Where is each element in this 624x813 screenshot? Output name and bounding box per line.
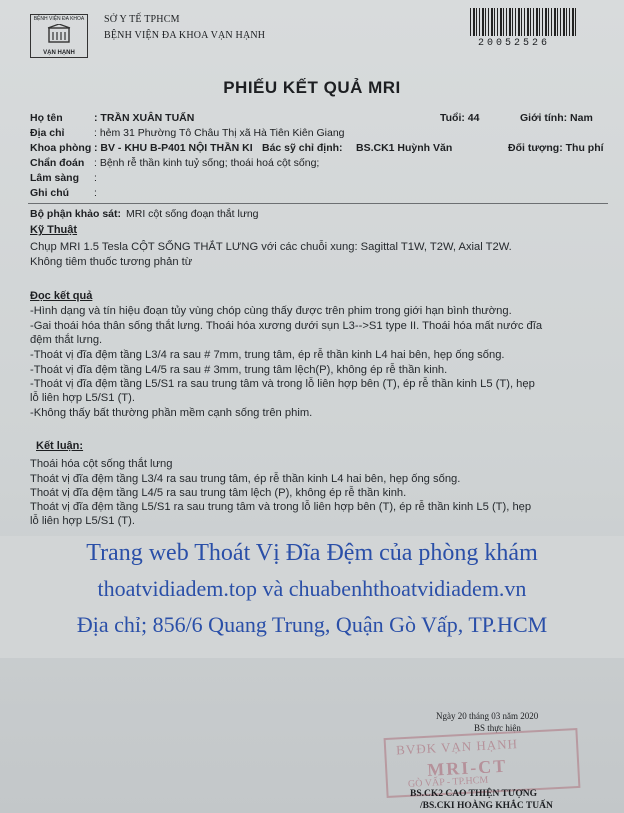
- reading-line: lỗ liên hợp L5/S1 (T).: [30, 392, 135, 404]
- reading-line: -Hình dạng và tín hiệu đoạn tủy vùng chóp cùng thấy được trên phim trong giới hạn bình thường.: [30, 305, 512, 317]
- doctor-name: BS.CK1 Huỳnh Văn: [356, 142, 453, 154]
- logo-top-text: BỆNH VIỆN ĐA KHOA: [33, 16, 85, 22]
- patient-address: : hẻm 31 Phường Tô Châu Thị xã Hà Tiên Kiên Giang: [94, 127, 345, 139]
- stamp-line-1: BVĐK VẠN HẠNH: [395, 736, 519, 758]
- stamp-line-2: MRI-CT: [426, 755, 508, 780]
- note-label: Ghi chú: [30, 187, 70, 199]
- ad-line-1: Trang web Thoát Vị Đĩa Đệm của phòng khám: [86, 540, 538, 566]
- exam-part: MRI cột sống đoạn thắt lưng: [126, 208, 259, 220]
- diagnosis-label: Chẩn đoán: [30, 157, 85, 169]
- report-date: Ngày 20 tháng 03 năm 2020: [436, 711, 539, 721]
- reading-line: -Thoát vị đĩa đệm tầng L3/4 ra sau # 7mm, trung tâm, ép rễ thần kinh L4 hai bên, hẹp ống sống.: [30, 349, 505, 361]
- clinical-value: :: [94, 172, 97, 184]
- reading-line: -Không thấy bất thường phần mềm cạnh sống trên phim.: [30, 407, 313, 419]
- hospital-building-icon: [47, 24, 71, 44]
- technique-line: Chụp MRI 1.5 Tesla CỘT SỐNG THẮT LƯNG với các chuỗi xung: Sagittal T1W, T2W, Axial T2W.: [30, 241, 512, 253]
- conclusion-line: Thoái hóa cột sống thắt lưng: [30, 458, 173, 470]
- technique-line: Không tiêm thuốc tương phản từ: [30, 256, 193, 268]
- name-label: Họ tên: [30, 112, 63, 124]
- object-label: Đối tượng: Thu phí: [508, 142, 604, 154]
- address-label: Địa chỉ: [30, 127, 65, 139]
- performer-label: BS thực hiện: [474, 723, 521, 733]
- divider: [28, 203, 608, 204]
- conclusion-line: Thoát vị đĩa đệm tầng L3/4 ra sau trung tâm, ép rễ thần kinh L4 hai bên, hẹp ống sống.: [30, 473, 461, 485]
- exam-part-label: Bộ phận khảo sát:: [30, 208, 122, 220]
- clinical-label: Lâm sàng: [30, 172, 80, 184]
- hospital-logo: [30, 14, 88, 58]
- ad-line-3: Địa chỉ; 856/6 Quang Trung, Quận Gò Vấp, TP.HCM: [76, 612, 548, 637]
- logo-bottom-text: VẠN HẠNH: [43, 50, 75, 56]
- doctor-label: Bác sỹ chỉ định:: [262, 142, 343, 154]
- ward-label: Khoa phòng: [30, 142, 92, 154]
- conclusion-line: Thoát vị đĩa đệm tầng L5/S1 ra sau trung tâm và trong lỗ liên hợp bên (T), ép rễ thần kinh L5 (T), hẹp: [30, 501, 532, 513]
- stamp-line-3: GÒ VẤP - TP.HCM: [407, 774, 489, 790]
- reading-line: -Thoát vị đĩa đệm tầng L4/5 ra sau # 3mm, trung tâm lệch(P), không ép rễ thần kinh.: [30, 364, 448, 376]
- reading-line: -Thoát vị đĩa đệm tầng L5/S1 ra sau trung tâm và trong lỗ liên hợp bên (T), ép rễ thần kinh L5 (T), hẹp: [30, 378, 535, 390]
- ad-line-2: thoatvidiadem.top và chuabenhthoatvidiadem.vn: [97, 576, 527, 601]
- reading-line: -Gai thoái hóa thân sống thắt lưng. Thoái hóa xương dưới sụn L3-->S1 type II. Thoái hóa mất nước đĩa: [30, 320, 543, 332]
- conclusion-line: Thoát vị đĩa đệm tầng L4/5 ra sau trung tâm lệch (P), không ép rễ thần kinh.: [30, 487, 407, 499]
- hospital-name: BỆNH VIỆN ĐA KHOA VẠN HẠNH: [104, 30, 266, 41]
- patient-ward: : BV - KHU B-P401 NỘI THẦN KI: [94, 142, 253, 154]
- reading-title: Đọc kết quả: [30, 290, 93, 302]
- gender-label: Giới tính: Nam: [520, 112, 593, 124]
- signer-name-1: BS.CK2 CAO THIỆN TƯỢNG: [410, 789, 538, 799]
- conclusion-title: Kết luận:: [36, 440, 84, 452]
- page-title: PHIẾU KẾT QUẢ MRI: [223, 78, 401, 97]
- reading-line: đệm thắt lưng.: [30, 334, 103, 346]
- barcode: [470, 8, 578, 36]
- technique-title: Kỹ Thuật: [30, 224, 78, 236]
- age-label: Tuổi: 44: [440, 112, 480, 124]
- department-line: SỞ Y TẾ TPHCM: [104, 14, 180, 25]
- hospital-stamp: [384, 728, 581, 798]
- note-value: :: [94, 187, 97, 199]
- conclusion-line: lỗ liên hợp L5/S1 (T).: [30, 515, 135, 527]
- diagnosis: : Bệnh rễ thần kinh tuỷ sống; thoái hoá cột sống;: [94, 157, 320, 169]
- barcode-number: 20052526: [478, 38, 551, 49]
- signer-name-2: /BS.CKI HOÀNG KHẮC TUẤN: [420, 801, 553, 811]
- patient-name: : TRẦN XUÂN TUẤN: [94, 112, 195, 124]
